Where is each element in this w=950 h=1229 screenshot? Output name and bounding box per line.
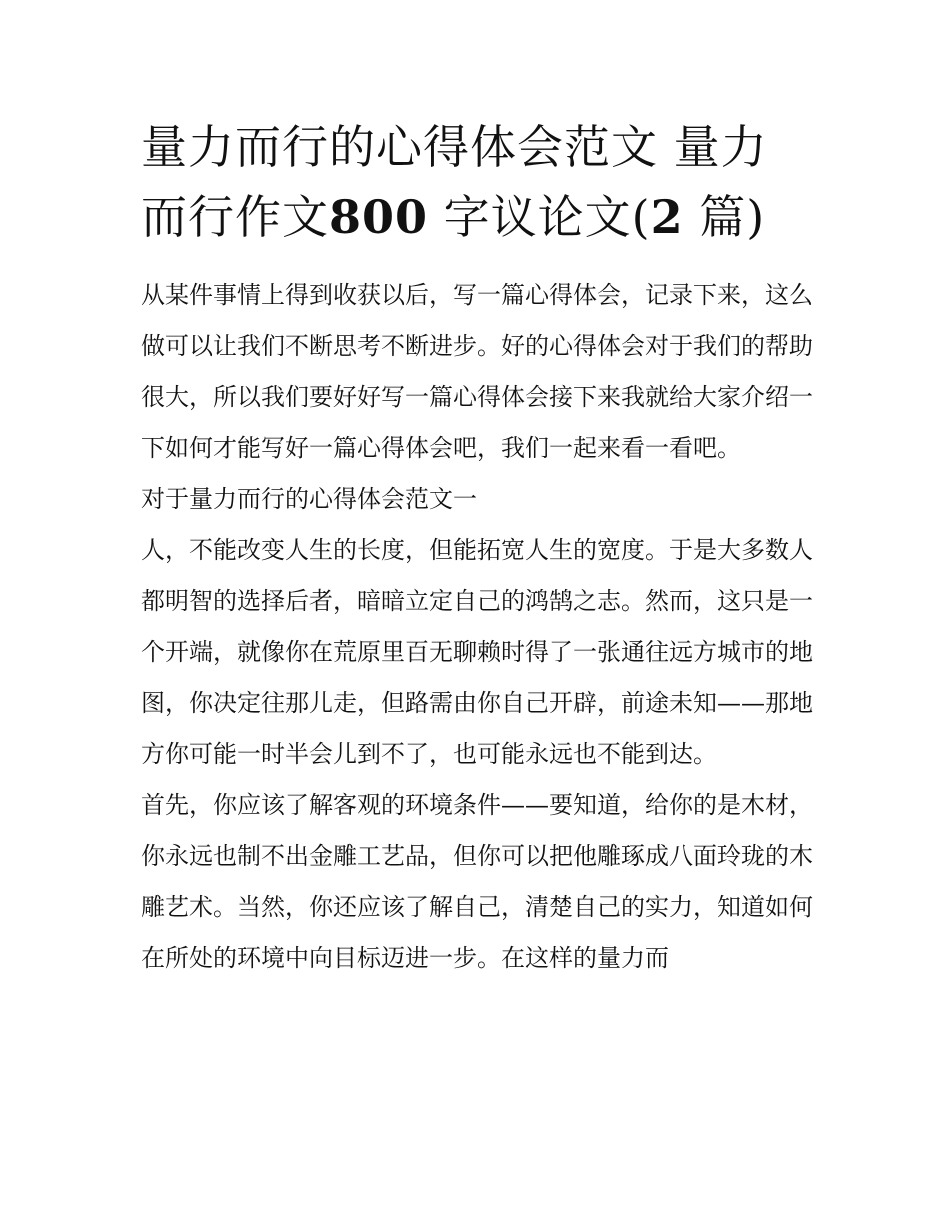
document-page (141, 112, 813, 984)
title-text-2: 字议论文( (428, 190, 651, 244)
intro-paragraph: 从某件事情上得到收获以后，写一篇心得体会，记录下来，这么做可以让我们不断思考不断进步。好的心得体会对于我们的帮助很大，所以我们要好好写一篇心得体会接下来我就给大家介绍一下如何才能写好一篇心得体会吧，我们一起来看一看吧。 (141, 281, 813, 462)
body-paragraph: 人，不能改变人生的长度，但能拓宽人生的宽度。于是大多数人都明智的选择后者，暗暗立定自己的鸿鹄之志。然而，这只是一个开端，就像你在荒原里百无聊赖时得了一张通往远方城市的地图，你决定往那儿走，但路需由你自己开辟，前途未知——那地方你可能一时半会儿到不了，也可能永远也不能到达。 (141, 536, 813, 768)
title-number-2: 2 (650, 190, 684, 244)
body-paragraph: 首先，你应该了解客观的环境条件——要知道，给你的是木材，你永远也制不出金雕工艺品，但你可以把他雕琢成八面玲珑的木雕艺术。当然，你还应该了解自己，清楚自己的实力，知道如何在所处的环境中向目标迈进一步。在这样的量力而 (141, 791, 813, 972)
title-number-800: 800 (329, 190, 429, 244)
document-title (141, 112, 813, 252)
section-heading: 对于量力而行的心得体会范文一 (141, 485, 477, 513)
title-text-3: 篇) (683, 190, 766, 244)
title-text-1: 量力而行的心得体会范文 量力而行作文 (141, 120, 768, 244)
document-body (141, 270, 813, 984)
